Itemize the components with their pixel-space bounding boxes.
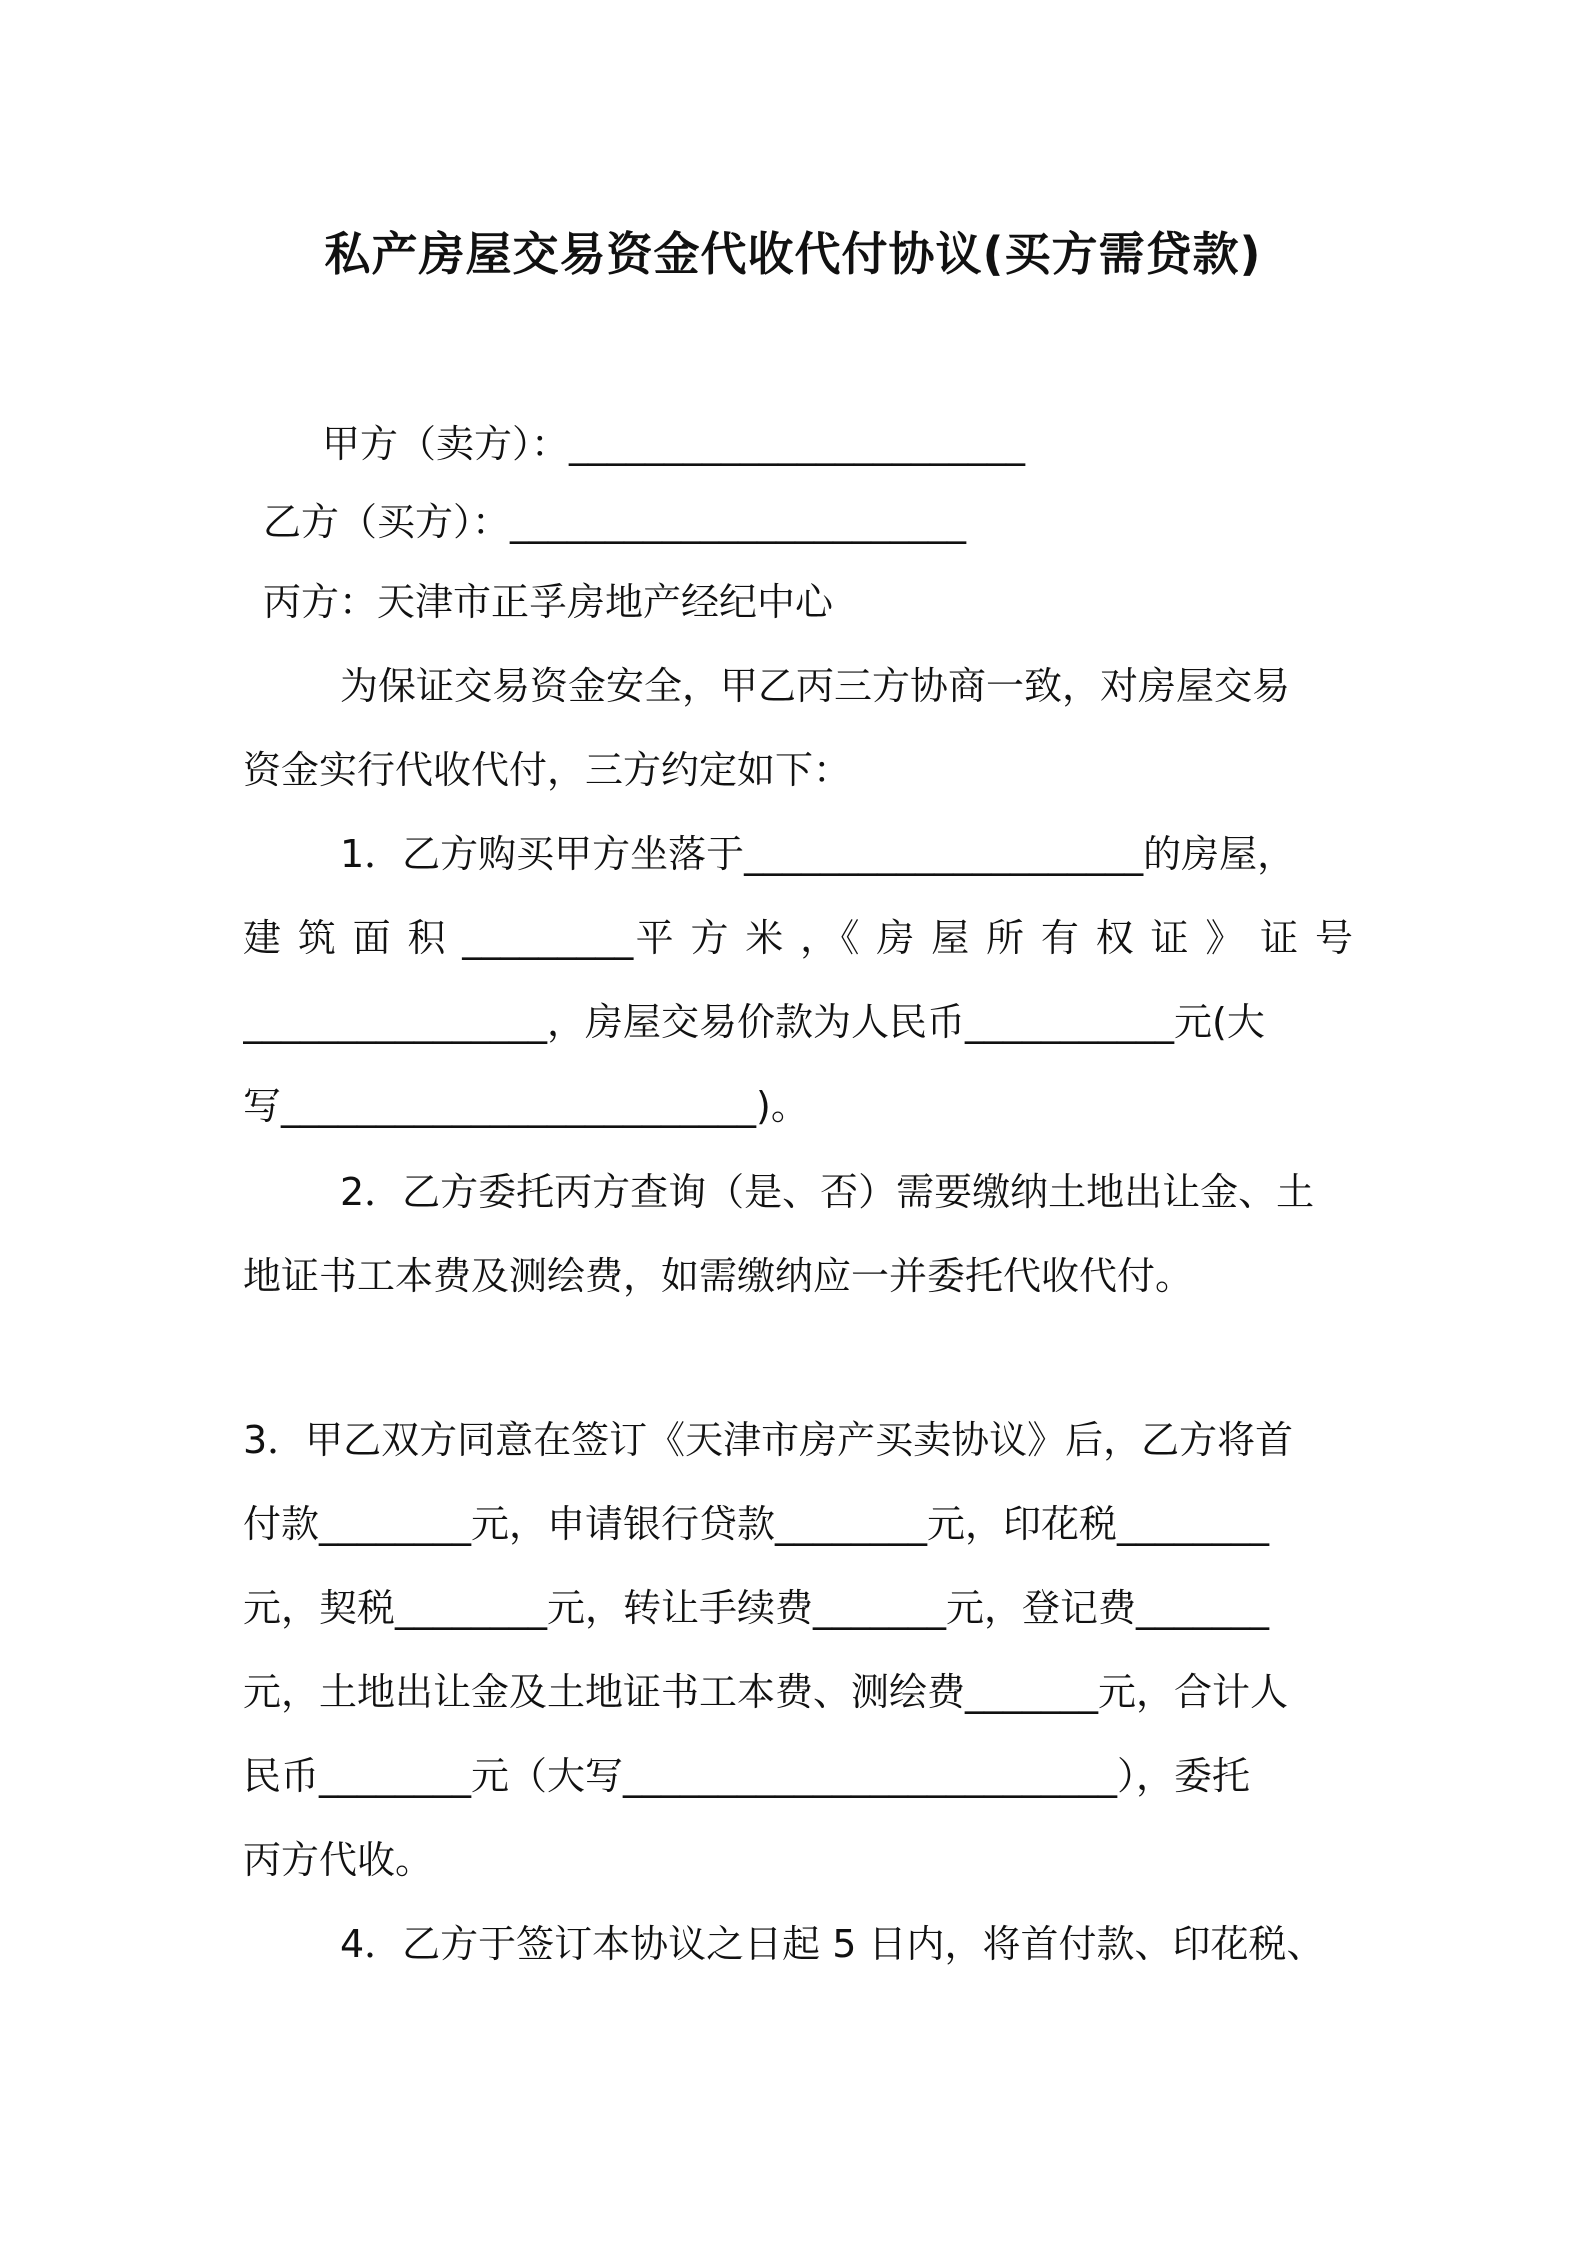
intro-line-2: 资金实行代收代付，三方约定如下： (243, 748, 852, 792)
clause1-line-1: 1．乙方购买甲方坐落于_____________________的房屋， (340, 832, 1296, 876)
clause1-line-3: ________________，房屋交易价款为人民币___________元(大 (243, 1000, 1265, 1044)
clause2-line-1: 2．乙方委托丙方查询（是、否）需要缴纳土地出让金、土 (340, 1170, 1315, 1214)
clause3-line-6: 丙方代收。 (243, 1838, 434, 1882)
clause3-line-3: 元，契税________元，转让手续费_______元，登记费_______ (243, 1586, 1270, 1630)
clause1-line-2: 建 筑 面 积 _________平 方 米 ，《 房 屋 所 有 权 证 》 证 号 (243, 916, 1353, 960)
party-c-line: 丙方：天津市正孚房地产经纪中心 (263, 580, 834, 624)
clause3-line-1: 3．甲乙双方同意在签订《天津市房产买卖协议》后，乙方将首 (243, 1418, 1294, 1462)
intro-line-1: 为保证交易资金安全，甲乙丙三方协商一致，对房屋交易 (340, 664, 1291, 708)
party-b-line: 乙方（买方）：________________________ (263, 500, 967, 544)
party-a-line: 甲方（卖方）：________________________ (322, 422, 1026, 466)
document-title: 私产房屋交易资金代收代付协议(买方需贷款) (324, 227, 1262, 281)
clause3-line-5: 民币________元（大写__________________________），委托 (243, 1754, 1251, 1798)
clause4-line-1: 4．乙方于签订本协议之日起 5 日内，将首付款、印花税、 (340, 1922, 1325, 1966)
clause2-line-2: 地证书工本费及测绘费，如需缴纳应一并委托代收代付。 (243, 1254, 1194, 1298)
clause3-line-2: 付款________元，申请银行贷款________元，印花税________ (243, 1502, 1270, 1546)
clause3-line-4: 元，土地出让金及土地证书工本费、测绘费_______元，合计人 (243, 1670, 1289, 1714)
clause1-line-4: 写_________________________)。 (243, 1084, 809, 1128)
